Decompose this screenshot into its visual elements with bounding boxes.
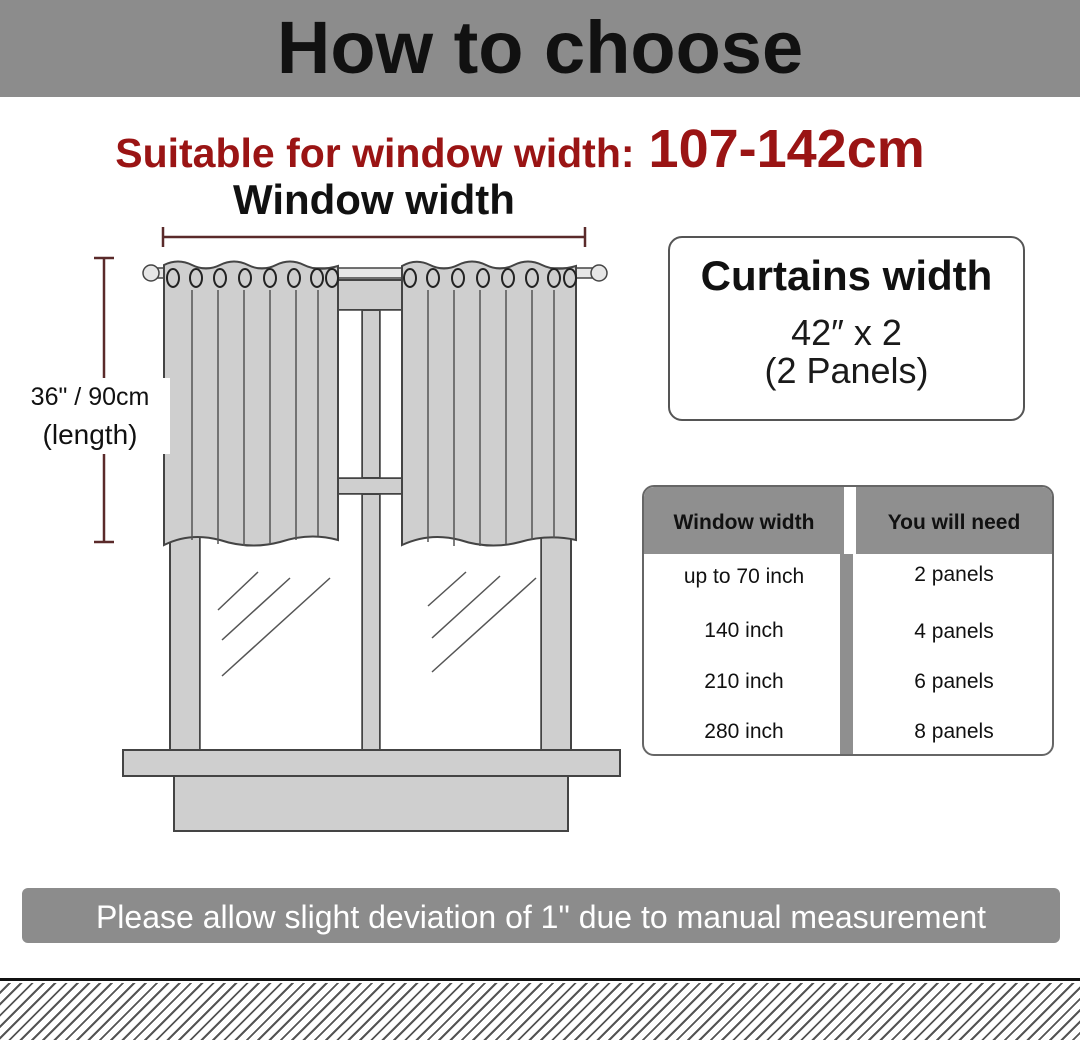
suitable-value: 107-142cm	[648, 119, 925, 179]
table-header-window-width: Window width	[644, 487, 844, 554]
width-dimension-line	[163, 227, 585, 247]
curtains-width-box	[668, 236, 1025, 421]
curtains-width-panels: (2 Panels)	[764, 350, 929, 391]
table-cell-width: 280 inch	[704, 720, 784, 743]
page-title: How to choose	[276, 6, 804, 89]
length-label	[10, 378, 170, 454]
deviation-note: Please allow slight deviation of 1" due to manual measurement	[22, 888, 1060, 943]
length-sub: (length)	[42, 419, 138, 450]
length-value: 36" / 90cm	[30, 383, 150, 411]
window-sill	[123, 750, 620, 831]
table-header-you-will-need: You will need	[856, 487, 1052, 554]
table-cell-panels: 8 panels	[914, 720, 994, 743]
size-table	[642, 485, 1054, 756]
table-cell-panels: 6 panels	[914, 670, 994, 693]
curtains-width-size: 42″ x 2	[791, 312, 902, 353]
table-cell-width: up to 70 inch	[683, 565, 805, 588]
right-curtain-panel	[402, 262, 576, 547]
curtains-width-title: Curtains width	[700, 252, 993, 299]
suitable-label: Suitable for window width:	[115, 130, 635, 176]
table-cell-panels: 4 panels	[914, 620, 994, 643]
floor-line	[0, 978, 1080, 981]
window-width-label: Window width	[233, 176, 515, 223]
left-curtain-panel	[164, 262, 338, 547]
table-header-gap	[844, 487, 856, 554]
floor-hatch	[0, 983, 1080, 1040]
table-cell-width: 210 inch	[704, 670, 784, 693]
table-cell-panels: 2 panels	[914, 563, 994, 586]
table-cell-width: 140 inch	[704, 619, 784, 642]
